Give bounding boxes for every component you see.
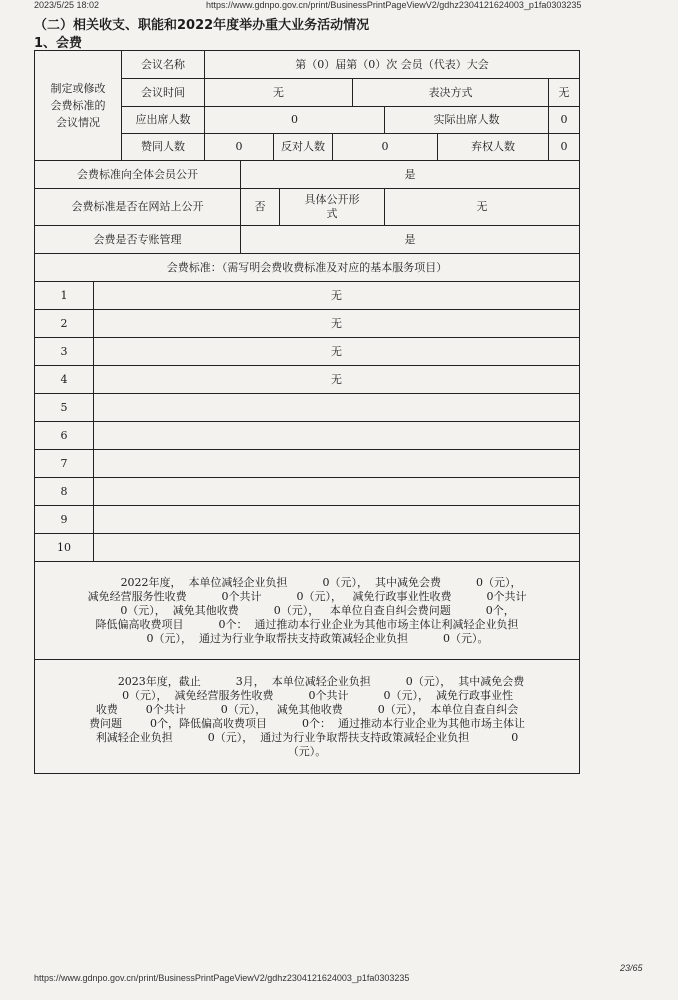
fee-standard-value <box>94 478 580 506</box>
fee-standard-number: 1 <box>35 282 94 310</box>
burden-2022-paragraph: 2022年度， 本单位减轻企业负担 0（元）， 其中减免会费 0（元）， 减免经营服务性收费 0个共计 0（元）， 减免行政事业性收费 0个共计 0（元）， 减免其他收费 0（元）， 本单位自查自纠会费问题 0个， 降低偏高收费项目 0个： 通过推动本行业企业为其他市场主体让利减轻企业负担 0（元）， 通过为行业争取帮扶支持政策减轻企业负担 0（元）。 <box>35 562 580 660</box>
burden-2023-paragraph: 2023年度，截止 3月， 本单位减轻企业负担 0（元）， 其中减免会费 0（元）， 减免经营服务性收费 0个共计 0（元）， 减免行政事业性 收费 0个共计 0（元）， 减免其他收费 0（元）， 本单位自查自纠会 费问题 0个，降低偏高收费项目 0个： 通过推动本行业企业为其他市场主体让 利减轻企业负担 0（元）， 通过为行业争取帮扶支持政策减轻企业负担 0 （元）。 <box>35 660 580 774</box>
fee-standard-number: 4 <box>35 366 94 394</box>
fee-standard-value: 无 <box>94 338 580 366</box>
fee-standard-header: 会费标准：（需写明会费收费标准及对应的基本服务项目） <box>35 254 580 282</box>
fee-standard-value: 无 <box>94 310 580 338</box>
publicity-form-value: 无 <box>385 189 580 226</box>
fee-standard-row <box>35 450 580 478</box>
abstain-count-label: 弃权人数 <box>438 134 549 161</box>
fee-standard-row <box>35 394 580 422</box>
print-url-header: https://www.gdnpo.gov.cn/print/BusinessPrintPageViewV2/gdhz2304121624003_p1fa0303235 <box>206 0 582 10</box>
burden-2023-row <box>35 660 580 774</box>
publicity-website-row <box>35 189 580 226</box>
fee-standard-value <box>94 506 580 534</box>
agree-count-label: 赞同人数 <box>122 134 205 161</box>
actual-attendance-value: 0 <box>549 107 580 134</box>
abstain-count-value: 0 <box>549 134 580 161</box>
fee-standard-row <box>35 506 580 534</box>
separate-account-label: 会费是否专账管理 <box>35 226 241 254</box>
fee-standard-value <box>94 450 580 478</box>
separate-account-row <box>35 226 580 254</box>
meeting-name-label: 会议名称 <box>122 51 205 79</box>
membership-fee-table <box>34 50 580 774</box>
publicity-website-label: 会费标准是否在网站上公开 <box>35 189 241 226</box>
fee-standard-value <box>94 534 580 562</box>
separate-account-value: 是 <box>241 226 580 254</box>
section-title: （二）相关收支、职能和2022年度举办重大业务活动情况 <box>34 18 370 33</box>
due-attendance-label: 应出席人数 <box>122 107 205 134</box>
fee-standard-row <box>35 282 580 310</box>
print-url-footer: https://www.gdnpo.gov.cn/print/BusinessPrintPageViewV2/gdhz2304121624003_p1fa0303235 <box>34 973 410 983</box>
oppose-count-value: 0 <box>333 134 438 161</box>
fee-standard-value <box>94 422 580 450</box>
fee-standard-number: 10 <box>35 534 94 562</box>
fee-standard-number: 9 <box>35 506 94 534</box>
publicity-all-members-label: 会费标准向全体会员公开 <box>35 161 241 189</box>
burden-2022-row <box>35 562 580 660</box>
fee-standard-header-row <box>35 254 580 282</box>
page-number: 23/65 <box>620 963 643 973</box>
oppose-count-label: 反对人数 <box>274 134 333 161</box>
actual-attendance-label: 实际出席人数 <box>385 107 549 134</box>
meeting-name-value: 第（0）届第（0）次 会员（代表）大会 <box>205 51 580 79</box>
fee-standard-value: 无 <box>94 282 580 310</box>
fee-standard-number: 7 <box>35 450 94 478</box>
fee-standard-number: 2 <box>35 310 94 338</box>
fee-standard-value <box>94 394 580 422</box>
meeting-time-value: 无 <box>205 79 353 107</box>
vote-method-value: 无 <box>549 79 580 107</box>
publicity-all-members-value: 是 <box>241 161 580 189</box>
publicity-all-members-row <box>35 161 580 189</box>
fee-standard-row <box>35 310 580 338</box>
fee-standard-row <box>35 478 580 506</box>
fee-standard-number: 5 <box>35 394 94 422</box>
fee-standard-row <box>35 422 580 450</box>
sub-title: 1、会费 <box>34 36 83 51</box>
fee-standard-number: 3 <box>35 338 94 366</box>
publicity-form-label: 具体公开形 式 <box>280 189 385 226</box>
due-attendance-value: 0 <box>205 107 385 134</box>
fee-standard-row <box>35 366 580 394</box>
fee-standard-row <box>35 534 580 562</box>
print-timestamp: 2023/5/25 18:02 <box>34 0 100 10</box>
meeting-time-label: 会议时间 <box>122 79 205 107</box>
meeting-name-row <box>35 51 580 79</box>
fee-standard-row <box>35 338 580 366</box>
fee-standard-value: 无 <box>94 366 580 394</box>
vote-method-label: 表决方式 <box>353 79 549 107</box>
agree-count-value: 0 <box>205 134 274 161</box>
fee-standard-number: 8 <box>35 478 94 506</box>
publicity-website-value: 否 <box>241 189 280 226</box>
fee-standard-number: 6 <box>35 422 94 450</box>
meeting-group-label: 制定或修改 会费标准的 会议情况 <box>35 51 122 161</box>
